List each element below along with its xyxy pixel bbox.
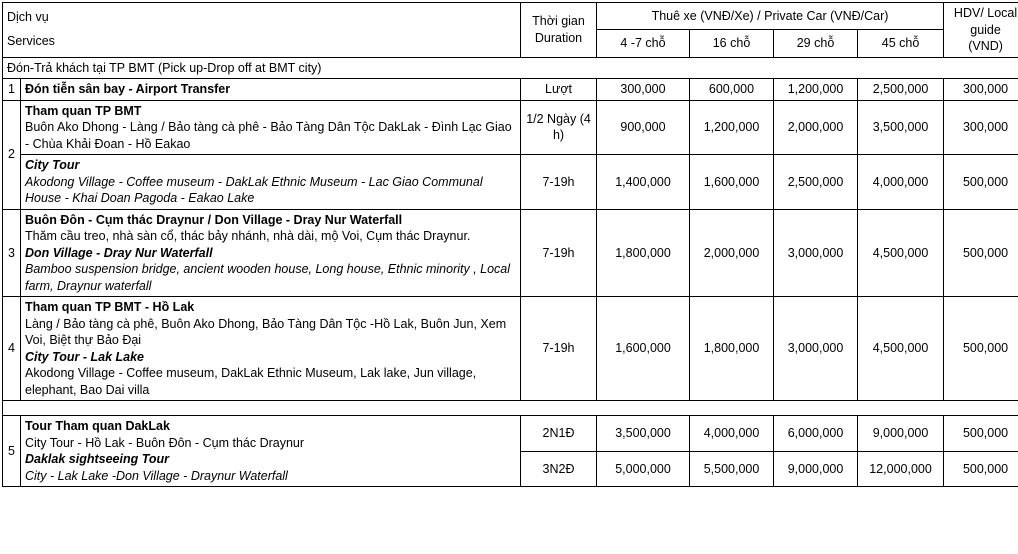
- header-car-4-7: 4 -7 chỗ: [597, 30, 690, 57]
- price-4-7: 300,000: [597, 79, 690, 101]
- table-row: [3, 79, 1018, 101]
- section-title-row: [3, 57, 1018, 79]
- price-4-7: 900,000: [597, 100, 690, 155]
- table-row: [3, 416, 1018, 452]
- header-services-line1: Dịch vụ: [7, 6, 516, 30]
- header-services-line2: Services: [7, 30, 516, 54]
- price-45: 4,500,000: [858, 209, 944, 297]
- price-4-7: 3,500,000: [597, 416, 690, 452]
- table-row: [3, 155, 1018, 210]
- row-service: [21, 209, 521, 297]
- header-car-29: 29 chỗ: [774, 30, 858, 57]
- row-duration: 1/2 Ngày (4 h): [521, 100, 597, 155]
- header-private-car-group: Thuê xe (VNĐ/Xe) / Private Car (VNĐ/Car): [597, 3, 944, 30]
- price-16: 600,000: [690, 79, 774, 101]
- spacer-cell: [3, 401, 1018, 416]
- header-local-guide: [944, 3, 1018, 58]
- price-4-7: 1,400,000: [597, 155, 690, 210]
- row-service: [21, 416, 521, 487]
- price-29: 1,200,000: [774, 79, 858, 101]
- price-29: 9,000,000: [774, 451, 858, 487]
- price-29: 6,000,000: [774, 416, 858, 452]
- price-29: 3,000,000: [774, 297, 858, 401]
- service-line: Tham quan TP BMT - Hồ Lak: [25, 299, 516, 316]
- table-header-row: [3, 3, 1018, 30]
- service-line: Đón tiễn sân bay - Airport Transfer: [25, 81, 516, 98]
- row-duration: Lượt: [521, 79, 597, 101]
- price-table: [2, 2, 1018, 487]
- section-title: Đón-Trả khách tại TP BMT (Pick up-Drop off at BMT city): [3, 57, 1018, 79]
- service-line: City - Lak Lake -Don Village - Draynur Waterfall: [25, 468, 516, 485]
- guide-price: 500,000: [944, 451, 1018, 487]
- service-line: Bamboo suspension bridge, ancient wooden house, Long house, Ethnic minority , Local farm, Draynur waterfall: [25, 261, 516, 294]
- header-guide-line3: (VND): [948, 38, 1018, 55]
- price-16: 5,500,000: [690, 451, 774, 487]
- guide-price: 300,000: [944, 100, 1018, 155]
- price-45: 4,000,000: [858, 155, 944, 210]
- header-duration: [521, 3, 597, 58]
- price-16: 1,800,000: [690, 297, 774, 401]
- row-service: [21, 79, 521, 101]
- service-line: Daklak sightseeing Tour: [25, 451, 516, 468]
- row-service: [21, 100, 521, 155]
- service-line: Thăm cầu treo, nhà sàn cổ, thác bảy nhánh, nhà dài, mộ Voi, Cụm thác Draynur.: [25, 228, 516, 245]
- service-line: City Tour - Lak Lake: [25, 349, 516, 366]
- service-line: Tham quan TP BMT: [25, 103, 516, 120]
- price-45: 2,500,000: [858, 79, 944, 101]
- price-4-7: 1,800,000: [597, 209, 690, 297]
- service-line: City Tour: [25, 157, 516, 174]
- spacer-row: [3, 401, 1018, 416]
- row-duration: 2N1Đ: [521, 416, 597, 452]
- guide-price: 500,000: [944, 209, 1018, 297]
- service-line: City Tour - Hồ Lak - Buôn Đôn - Cụm thác Draynur: [25, 435, 516, 452]
- row-index: 3: [3, 209, 21, 297]
- table-row: [3, 297, 1018, 401]
- row-duration: 3N2Đ: [521, 451, 597, 487]
- service-line: Tour Tham quan DakLak: [25, 418, 516, 435]
- header-car-45: 45 chỗ: [858, 30, 944, 57]
- guide-price: 300,000: [944, 79, 1018, 101]
- row-service: [21, 297, 521, 401]
- service-line: Làng / Bảo tàng cà phê, Buôn Ako Dhong, Bảo Tàng Dân Tộc -Hồ Lak, Buôn Jun, Xem Voi, Biệt thự Bảo Đại: [25, 316, 516, 349]
- row-duration: 7-19h: [521, 297, 597, 401]
- price-16: 4,000,000: [690, 416, 774, 452]
- service-line: Buôn Ako Dhong - Làng / Bảo tàng cà phê - Bảo Tàng Dân Tộc DakLak - Đình Lạc Giao - Chùa Khải Đoan - Hồ Eakao: [25, 119, 516, 152]
- price-29: 2,500,000: [774, 155, 858, 210]
- price-4-7: 1,600,000: [597, 297, 690, 401]
- header-car-16: 16 chỗ: [690, 30, 774, 57]
- price-16: 2,000,000: [690, 209, 774, 297]
- row-index: 4: [3, 297, 21, 401]
- price-45: 12,000,000: [858, 451, 944, 487]
- row-index: 5: [3, 416, 21, 487]
- table-row: [3, 100, 1018, 155]
- header-duration-line2: Duration: [525, 30, 592, 47]
- price-16: 1,200,000: [690, 100, 774, 155]
- row-index: 2: [3, 100, 21, 209]
- header-services: [3, 3, 521, 58]
- guide-price: 500,000: [944, 416, 1018, 452]
- guide-price: 500,000: [944, 155, 1018, 210]
- price-29: 2,000,000: [774, 100, 858, 155]
- service-line: Buôn Đôn - Cụm thác Draynur / Don Village - Dray Nur Waterfall: [25, 212, 516, 229]
- header-duration-line1: Thời gian: [525, 13, 592, 30]
- service-line: Akodong Village - Coffee museum - DakLak Ethnic Museum - Lac Giao Communal House - Khai Doan Pagoda - Eakao Lake: [25, 174, 516, 207]
- price-45: 9,000,000: [858, 416, 944, 452]
- price-45: 3,500,000: [858, 100, 944, 155]
- row-service: [21, 155, 521, 210]
- header-guide-line2: guide: [948, 22, 1018, 39]
- service-line: Akodong Village - Coffee museum, DakLak Ethnic Museum, Lak lake, Jun village, elephant, Bao Dai villa: [25, 365, 516, 398]
- row-index: 1: [3, 79, 21, 101]
- price-4-7: 5,000,000: [597, 451, 690, 487]
- guide-price: 500,000: [944, 297, 1018, 401]
- header-guide-line1: HDV/ Local: [948, 5, 1018, 22]
- price-45: 4,500,000: [858, 297, 944, 401]
- price-29: 3,000,000: [774, 209, 858, 297]
- row-duration: 7-19h: [521, 155, 597, 210]
- table-row: [3, 209, 1018, 297]
- row-duration: 7-19h: [521, 209, 597, 297]
- price-16: 1,600,000: [690, 155, 774, 210]
- service-line: Don Village - Dray Nur Waterfall: [25, 245, 516, 262]
